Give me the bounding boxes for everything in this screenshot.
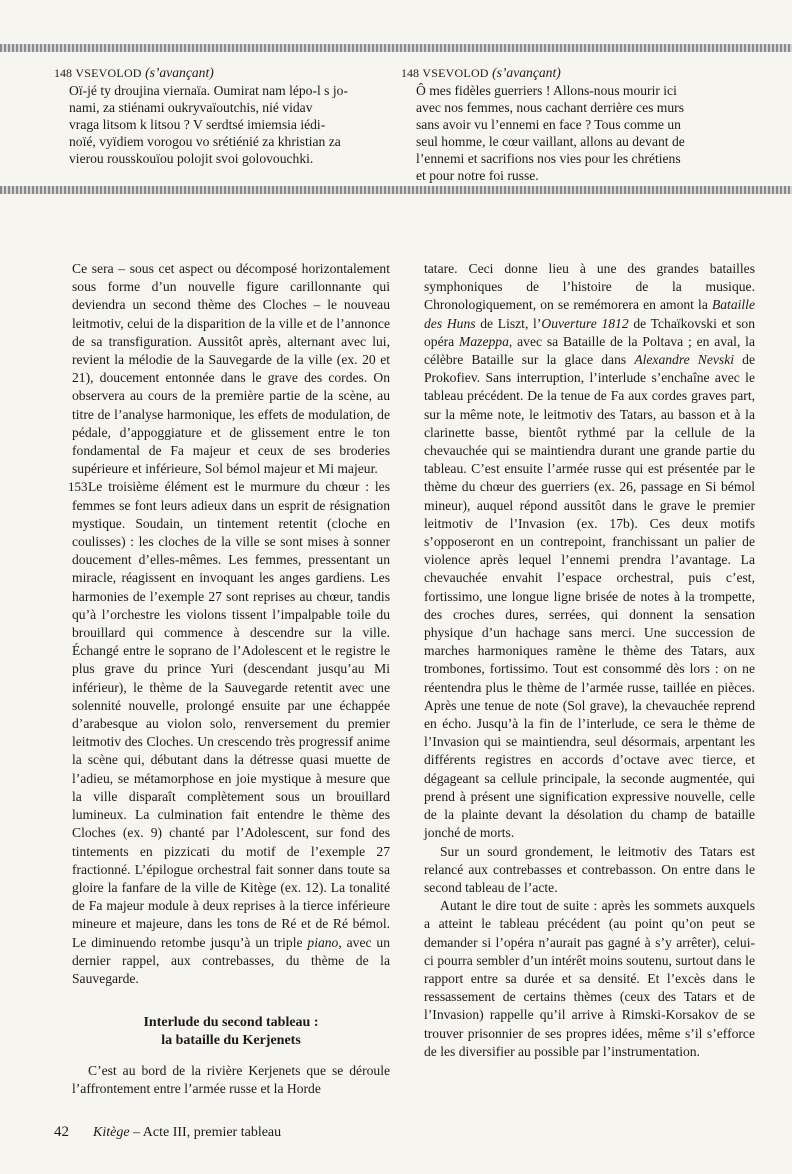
line-number: 148	[401, 66, 419, 80]
libretto-line: noïé, vyïdiem vorogou vo srétiénié za khristian za	[69, 134, 341, 149]
paragraph	[424, 260, 755, 843]
libretto-line: et pour notre foi russe.	[416, 168, 539, 183]
libretto-line: Oï-jé ty droujina viernaïa. Oumirat nam lépo-l s jo-	[69, 83, 348, 98]
libretto-line: avec nos femmes, nous cachant derrière ces murs	[416, 100, 684, 115]
paragraph: Ce sera – sous cet aspect ou décomposé horizontalement sous forme d’un nouvelle figure carillonnante qui deviendra un second thème des Cloches – le nouveau leitmotiv, celui de la disparition de la ville et de l’annonce de sa transfiguration. Aussitôt après, alternant avec lui, revient la mélodie de la Sauvegarde de la ville (ex. 20 et 21), doucement entonnée dans le grave des cordes. On observera au cours de la première partie de la scène, au titre de l’analyse harmonique, les effets de modulation, de pédale, d’appoggiature et de glissement entre le ton fondamental de Fa majeur et ceux de ses broderies supérieure et inférieure, Sol bémol majeur et Mi majeur.	[72, 261, 390, 477]
running-title-work: Kitège	[93, 1125, 130, 1140]
libretto-line: vraga litsom k litsou ? V serdtsé imiemsia iédi-	[69, 117, 326, 132]
paragraph-text: de Liszt, l’	[475, 315, 542, 331]
work-title: Mazeppa	[459, 333, 509, 349]
paragraph-text: , avec un dernier rappel, aux contrebasses, du thème de la Sauvegarde.	[72, 934, 391, 986]
dynamic-marking: piano	[307, 934, 339, 950]
character-name: VSEVOLOD	[75, 66, 142, 80]
character-name: VSEVOLOD	[422, 66, 489, 80]
paragraph-text: de Prokofiev. Sans interruption, l’interlude s’enchaîne avec le tableau précédent. De la tenue de Fa aux cordes graves part, sur la même note, le leitmotiv des Tatars, au basson et à la clarinette basse, bientôt rythmé par la cellule de la chevauchée qui se maintiendra durant une grande partie du tableau. C’est ensuite l’armée russe qui est présentée par le thème du chœur des guerriers (ex. 26, passage en Si bémol mineur), auquel répond aussitôt dans le grave le premier leitmotiv de l’Invasion (ex. 17b). Ces deux motifs s’opposeront en un contrepoint, franchissant un palier de violence après lequel l’ennemi prendra l’avantage. La chevauchée envahit l’espace orchestral, puis c’est, fortissimo, une longue ligne brisée de notes à la trompette, des croches dures, serrées, qui donnent la sensation physique d’un hachage sans merci. Une succession de marches harmoniques ramène le thème des Tatars, aux trombones, fortissimo. Tout est consommé dès lors : on ne réentendra plus le thème de l’armée russe, taillée en pièces. Après une tenue de note (Sol grave), la chevauchée reprend en écho. Jusqu’à la fin de l’interlude, ce sera le thème de l’Invasion qui se maintiendra, seul désormais, arpentant les différents registres en accords d’octave avec tierce, et dégageant sa cellule principale, la seconde augmentée, qui prend à présent une signification expressive nouvelle, celle de la plainte devant la désolation du champ de bataille jonché de morts.	[424, 352, 756, 841]
section-heading	[72, 1014, 390, 1050]
libretto-line: nami, za stiénami oukryvaïoutchis, nié vidav	[69, 100, 313, 115]
running-title-section: – Acte III, premier tableau	[129, 1125, 282, 1140]
work-title: Bataille des Huns	[424, 297, 755, 331]
libretto-line: l’ennemi et sacrifions nos vies pour les chrétiens	[416, 151, 681, 166]
paragraph-number: 153	[68, 479, 88, 495]
libretto-russian-heading	[54, 64, 389, 82]
section-heading-line: Interlude du second tableau :	[143, 1015, 319, 1031]
stage-direction: (s’avançant)	[492, 65, 561, 80]
page-number: 42	[54, 1124, 69, 1140]
paragraph-text: tatare. Ceci donne lieu à une des grandes batailles symphoniques de l’histoire de la musique. Chronologiquement, on se remémorera en amont la	[424, 261, 755, 313]
work-title: Alexandre Nevski	[634, 352, 735, 368]
paragraph-text: de Tchaïkovski et son opéra	[424, 315, 755, 349]
libretto-line: vierou rousskouïou polojit svoi golovouchki.	[69, 151, 314, 166]
stage-direction: (s’avançant)	[145, 65, 214, 80]
libretto-french-heading	[401, 64, 773, 82]
page-footer	[54, 1124, 281, 1141]
paragraph-text: , avec sa Bataille de la Poltava ; en aval, la célèbre Bataille sur la glace dans	[424, 333, 755, 368]
libretto-russian	[54, 64, 389, 167]
work-title: Ouverture 1812	[541, 315, 629, 331]
line-number: 148	[54, 66, 72, 80]
section-heading-line: la bataille du Kerjenets	[161, 1033, 301, 1049]
libretto-line: sans avoir vu l’ennemi en face ? Tous comme un	[416, 117, 681, 132]
paragraph: Sur un sourd grondement, le leitmotiv des Tatars est relancé aux contrebasses et contrebasson. On entre dans le second tableau de l’acte.	[424, 843, 755, 895]
paragraph: C’est au bord de la rivière Kerjenets que se déroule l’affrontement entre l’armée russe et la Horde	[72, 1063, 390, 1097]
decorative-band-top	[0, 44, 792, 52]
libretto-french	[401, 64, 773, 184]
libretto-line: seul homme, le cœur vaillant, allons au devant de	[416, 134, 685, 149]
paragraph: Autant le dire tout de suite : après les sommets auxquels a atteint le tableau précédent (au point qu’on peut se demander si l’opéra n’aurait pas gagné à s’y arrêter), celui-ci pourra sembler d’un intérêt moins soutenu, surtout dans le rapport entre sa durée et sa densité. Et l’excès dans le ressassement de certains thèmes (ceux des Tatars et de l’Invasion) rappelle qu’il arrive à Rimski-Korsakov de se trouver prisonnier de ses propres idées, même s’il s’efforce de les diversifier au possible par l’instrumentation.	[424, 898, 755, 1059]
decorative-band-bottom	[0, 186, 792, 194]
paragraph-text: Le troisième élément est le murmure du chœur : les femmes se font leurs adieux dans un esprit de résignation mystique. Soudain, un tintement retentit (cloche en coulisses) : les cloches de la ville se sont mises à sonner doucement d’elles-mêmes. Les femmes, pressentant un miracle, réagissent en invoquant les anges gardiens. Les harmonies de l’exemple 27 sont reprises au chœur, tandis qu’à l’orchestre les violons tissent l’impalpable toile du brouillard qui commence à descendre sur la ville. Échangé entre le soprano de l’Adolescent et le registre le plus grave du prince Yuri (descendant jusqu’au Mi inférieur), le thème de la Sauvegarde retentit avec une solennité nouvelle, prolongé ensuite par une échappée d’arabesque au violon solo, renversement du premier leitmotiv des Cloches. Un crescendo très progressif anime la scène qui, débutant dans la détresse quasi muette de l’adieu, se métamorphose en joie mystique à mesure que la ville disparaît complètement sous un brouillard lumineux. La culmination fait entendre le thème des Cloches (ex. 9) chanté par l’Adolescent, sur fond des tintements en pizzicati du motif de l’exemple 27 fractionné. L’épilogue orchestral fait sonner dans toute sa gloire la fanfare de la ville de Kitège (ex. 12). La tonalité de Fa majeur module à deux reprises à la tierce inférieure mineure et majeure, dans les tons de Ré et de Ré bémol. Le diminuendo retombe jusqu’à un triple	[72, 479, 390, 950]
libretto-line: Ô mes fidèles guerriers ! Allons-nous mourir ici	[416, 83, 677, 98]
text-column-right	[424, 260, 755, 1061]
paragraph-153	[68, 478, 391, 988]
text-column-left	[68, 260, 391, 1099]
